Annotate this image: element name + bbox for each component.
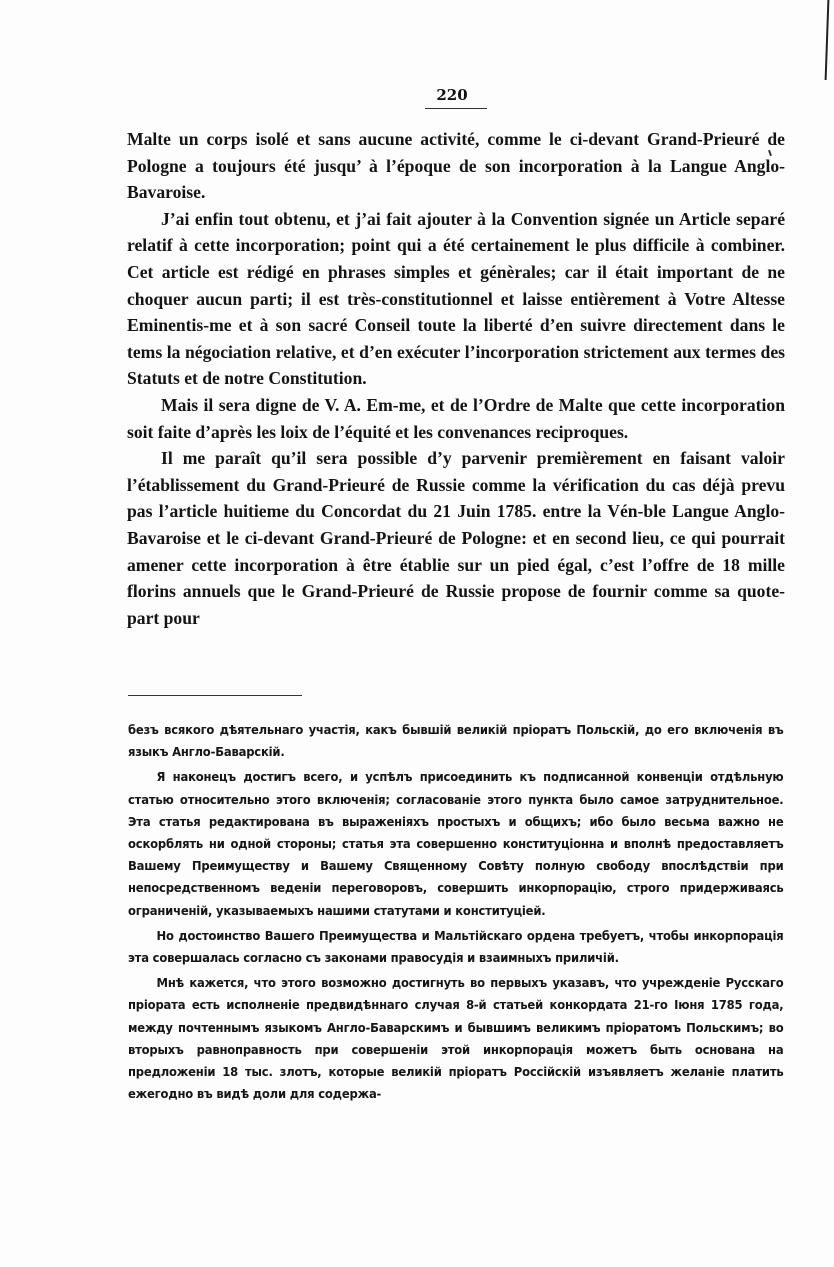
russian-paragraph: Но достоинство Вашего Преимущества и Мальтійскаго ордена требуетъ, чтобы инкорпорація эта совершалась согласно съ законами правосудія и взаимныхъ приличій. xyxy=(128,928,784,966)
russian-translation-block xyxy=(128,719,784,1108)
page-edge-shadow xyxy=(825,0,830,80)
french-text-block xyxy=(127,126,785,631)
french-paragraph: Malte un corps isolé et sans aucune activité, comme le ci-devant Grand-Prieuré de Pologne a toujours été jusqu’ à l’époque de son incorporation à la Langue Anglo-Bavaroise. xyxy=(127,129,785,203)
russian-paragraph: Я наконецъ достигъ всего, и успѣлъ присоединить къ подписанной конвенціи отдѣльную статью относительно этого включенія; согласованіе этого пункта было самое затруднительное. Эта статья редактирована въ выраженіяхъ простыхъ и общихъ; ибо было весьма важно не оскорблять ни одной стороны; статья эта совершенно конституціонна и вполнѣ предоставляетъ Вашему Преимуществу и Вашему Священному Совѣту полную свободу впослѣдствіи при непосредственномъ веденіи переговоровъ, совершить инкорпорацію, строго придерживаясь ограниченій, указываемыхъ нашими статутами и конституціей. xyxy=(128,770,784,918)
russian-paragraph: безъ всякого дѣятельнаго участія, какъ бывшій великій пріоратъ Польскій, до его включенія въ языкъ Англо-Баварскій. xyxy=(128,723,784,760)
russian-paragraph: Мнѣ кажется, что этого возможно достигнуть во первыхъ указавъ, что учрежденіе Русскаго пріората есть исполненіе предвидѣннаго случая 8-й статьей конкордата 21-го Іюня 1785 года, между почтеннымъ языкомъ Англо-Баварскимъ и бывшимъ великимъ пріоратомъ Польскимъ; во вторыхъ равноправность при совершеніи этой инкорпорація можетъ быть основана на предложеніи 18 тыс. злотъ, которые великій пріоратъ Россійскій изъявляетъ желаніе платить ежегодно въ видѣ доли для содержа- xyxy=(128,976,784,1102)
footnote-divider xyxy=(128,695,302,696)
french-paragraph: Il me paraît qu’il sera possible d’y parvenir premièrement en faisant valoir l’établissement du Grand-Prieuré de Russie comme la vérification du cas déjà prevu pas l’article huitieme du Concordat du 21 Juin 1785. entre la Vén-ble Langue Anglo-Bavaroise et le ci-devant Grand-Prieuré de Pologne: et en second lieu, ce qui pourrait amener cette incorporation à être établie sur un pied égal, c’est l’offre de 18 mille florins annuels que le Grand-Prieuré de Russie propose de fournir comme sa quote-part pour xyxy=(127,448,785,628)
page-number: 220 xyxy=(436,86,468,104)
french-paragraph: Mais il sera digne de V. A. Em-me, et de l’Ordre de Malte que cette incorporation soit faite d’après les loix de l’équité et les convenances reciproques. xyxy=(127,394,785,442)
page-number-underline xyxy=(425,108,487,109)
french-paragraph: J’ai enfin tout obtenu, et j’ai fait ajouter à la Convention signée un Article separé relatif à cette incorporation; point qui a été certainement le plus difficile à combiner. Cet article est rédigé en phrases simples et génèrales; car il était important de ne choquer aucun parti; il est très-constitutionnel et laisse entièrement à Votre Altesse Eminentis-me et à son sacré Conseil toute la liberté d’en suivre directement dans le tems la négociation relative, et d’en exécuter l’incorporation strictement aux termes des Statuts et de notre Constitution. xyxy=(127,208,785,389)
